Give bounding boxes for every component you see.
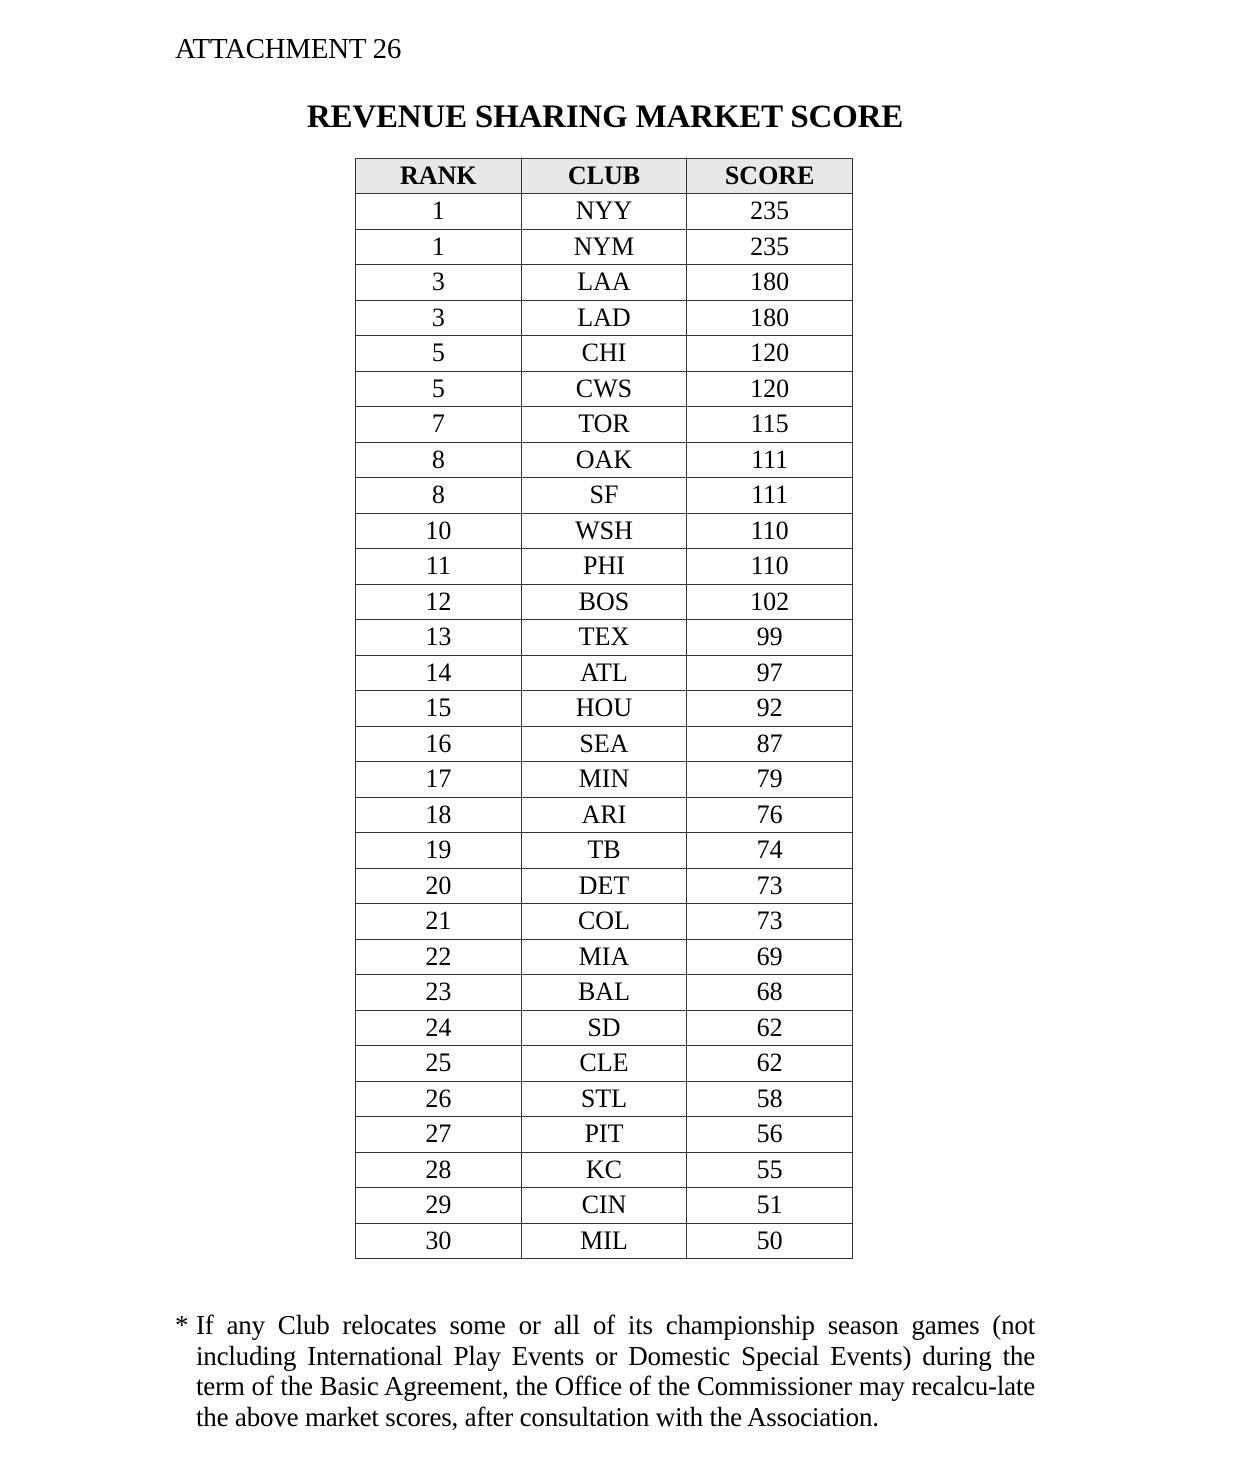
score-cell: 97 <box>687 655 853 691</box>
score-cell: 92 <box>687 691 853 727</box>
score-cell: 180 <box>687 265 853 301</box>
score-cell: 120 <box>687 336 853 372</box>
club-cell: MIA <box>521 939 687 975</box>
footnote <box>175 1310 1035 1432</box>
table-row <box>356 407 853 443</box>
rank-cell: 3 <box>356 265 522 301</box>
rank-cell: 19 <box>356 833 522 869</box>
club-cell: STL <box>521 1081 687 1117</box>
score-cell: 180 <box>687 300 853 336</box>
score-cell: 79 <box>687 762 853 798</box>
score-cell: 110 <box>687 549 853 585</box>
table-row <box>356 1152 853 1188</box>
club-cell: HOU <box>521 691 687 727</box>
club-cell: BAL <box>521 975 687 1011</box>
table-row <box>356 868 853 904</box>
rank-cell: 14 <box>356 655 522 691</box>
club-cell: LAA <box>521 265 687 301</box>
club-cell: OAK <box>521 442 687 478</box>
score-cell: 120 <box>687 371 853 407</box>
club-cell: WSH <box>521 513 687 549</box>
score-cell: 51 <box>687 1188 853 1224</box>
score-cell: 87 <box>687 726 853 762</box>
rank-cell: 20 <box>356 868 522 904</box>
header-club: CLUB <box>521 159 687 194</box>
table-row <box>356 371 853 407</box>
score-cell: 111 <box>687 442 853 478</box>
score-cell: 50 <box>687 1223 853 1259</box>
club-cell: MIN <box>521 762 687 798</box>
rank-cell: 17 <box>356 762 522 798</box>
table-row <box>356 194 853 230</box>
score-cell: 62 <box>687 1046 853 1082</box>
rank-cell: 22 <box>356 939 522 975</box>
club-cell: TOR <box>521 407 687 443</box>
table-row <box>356 1046 853 1082</box>
score-cell: 68 <box>687 975 853 1011</box>
table-row <box>356 1117 853 1153</box>
rank-cell: 8 <box>356 478 522 514</box>
table-row <box>356 797 853 833</box>
footnote-text: If any Club relocates some or all of its championship season games (not including International Play Events or Domestic Special Events) during the term of the Basic Agreement, the Office of the Commissioner may recalcu-late the above market scores, after consultation with the Association. <box>196 1310 1035 1432</box>
rank-cell: 1 <box>356 229 522 265</box>
table-header-row <box>356 159 853 194</box>
score-cell: 56 <box>687 1117 853 1153</box>
score-cell: 74 <box>687 833 853 869</box>
club-cell: ATL <box>521 655 687 691</box>
table-row <box>356 726 853 762</box>
table-row <box>356 478 853 514</box>
rank-cell: 3 <box>356 300 522 336</box>
club-cell: TB <box>521 833 687 869</box>
rank-cell: 30 <box>356 1223 522 1259</box>
score-cell: 62 <box>687 1010 853 1046</box>
rank-cell: 25 <box>356 1046 522 1082</box>
table-row <box>356 1223 853 1259</box>
rank-cell: 21 <box>356 904 522 940</box>
club-cell: NYY <box>521 194 687 230</box>
club-cell: CLE <box>521 1046 687 1082</box>
table-row <box>356 762 853 798</box>
table-row <box>356 584 853 620</box>
rank-cell: 26 <box>356 1081 522 1117</box>
score-cell: 110 <box>687 513 853 549</box>
rank-cell: 11 <box>356 549 522 585</box>
rank-cell: 15 <box>356 691 522 727</box>
table-row <box>356 620 853 656</box>
attachment-label: ATTACHMENT 26 <box>175 33 402 65</box>
rank-cell: 1 <box>356 194 522 230</box>
rank-cell: 8 <box>356 442 522 478</box>
score-cell: 73 <box>687 868 853 904</box>
club-cell: SF <box>521 478 687 514</box>
rank-cell: 12 <box>356 584 522 620</box>
rank-cell: 10 <box>356 513 522 549</box>
rank-cell: 18 <box>356 797 522 833</box>
rank-cell: 7 <box>356 407 522 443</box>
table-row <box>356 691 853 727</box>
score-cell: 235 <box>687 194 853 230</box>
table-body <box>356 194 853 1259</box>
rank-cell: 24 <box>356 1010 522 1046</box>
table-row <box>356 265 853 301</box>
rank-cell: 27 <box>356 1117 522 1153</box>
table-row <box>356 300 853 336</box>
score-cell: 73 <box>687 904 853 940</box>
table-row <box>356 833 853 869</box>
club-cell: CWS <box>521 371 687 407</box>
club-cell: LAD <box>521 300 687 336</box>
club-cell: CIN <box>521 1188 687 1224</box>
score-cell: 115 <box>687 407 853 443</box>
table-row <box>356 549 853 585</box>
score-cell: 102 <box>687 584 853 620</box>
table-row <box>356 1188 853 1224</box>
club-cell: NYM <box>521 229 687 265</box>
table-row <box>356 442 853 478</box>
score-cell: 235 <box>687 229 853 265</box>
score-cell: 55 <box>687 1152 853 1188</box>
header-rank: RANK <box>356 159 522 194</box>
club-cell: SD <box>521 1010 687 1046</box>
club-cell: KC <box>521 1152 687 1188</box>
score-cell: 111 <box>687 478 853 514</box>
club-cell: DET <box>521 868 687 904</box>
club-cell: COL <box>521 904 687 940</box>
club-cell: CHI <box>521 336 687 372</box>
club-cell: SEA <box>521 726 687 762</box>
table-row <box>356 655 853 691</box>
market-score-table <box>355 158 853 1259</box>
rank-cell: 13 <box>356 620 522 656</box>
table-row <box>356 904 853 940</box>
table-row <box>356 939 853 975</box>
header-score: SCORE <box>687 159 853 194</box>
club-cell: BOS <box>521 584 687 620</box>
page-title: REVENUE SHARING MARKET SCORE <box>306 99 904 135</box>
rank-cell: 16 <box>356 726 522 762</box>
table-row <box>356 336 853 372</box>
table-row <box>356 229 853 265</box>
rank-cell: 23 <box>356 975 522 1011</box>
club-cell: TEX <box>521 620 687 656</box>
rank-cell: 29 <box>356 1188 522 1224</box>
table-row <box>356 1010 853 1046</box>
club-cell: MIL <box>521 1223 687 1259</box>
score-cell: 58 <box>687 1081 853 1117</box>
rank-cell: 5 <box>356 371 522 407</box>
rank-cell: 5 <box>356 336 522 372</box>
club-cell: PHI <box>521 549 687 585</box>
club-cell: ARI <box>521 797 687 833</box>
table-row <box>356 1081 853 1117</box>
table-row <box>356 975 853 1011</box>
rank-cell: 28 <box>356 1152 522 1188</box>
score-cell: 69 <box>687 939 853 975</box>
club-cell: PIT <box>521 1117 687 1153</box>
score-cell: 76 <box>687 797 853 833</box>
table-row <box>356 513 853 549</box>
footnote-marker: * <box>175 1310 189 1340</box>
score-cell: 99 <box>687 620 853 656</box>
